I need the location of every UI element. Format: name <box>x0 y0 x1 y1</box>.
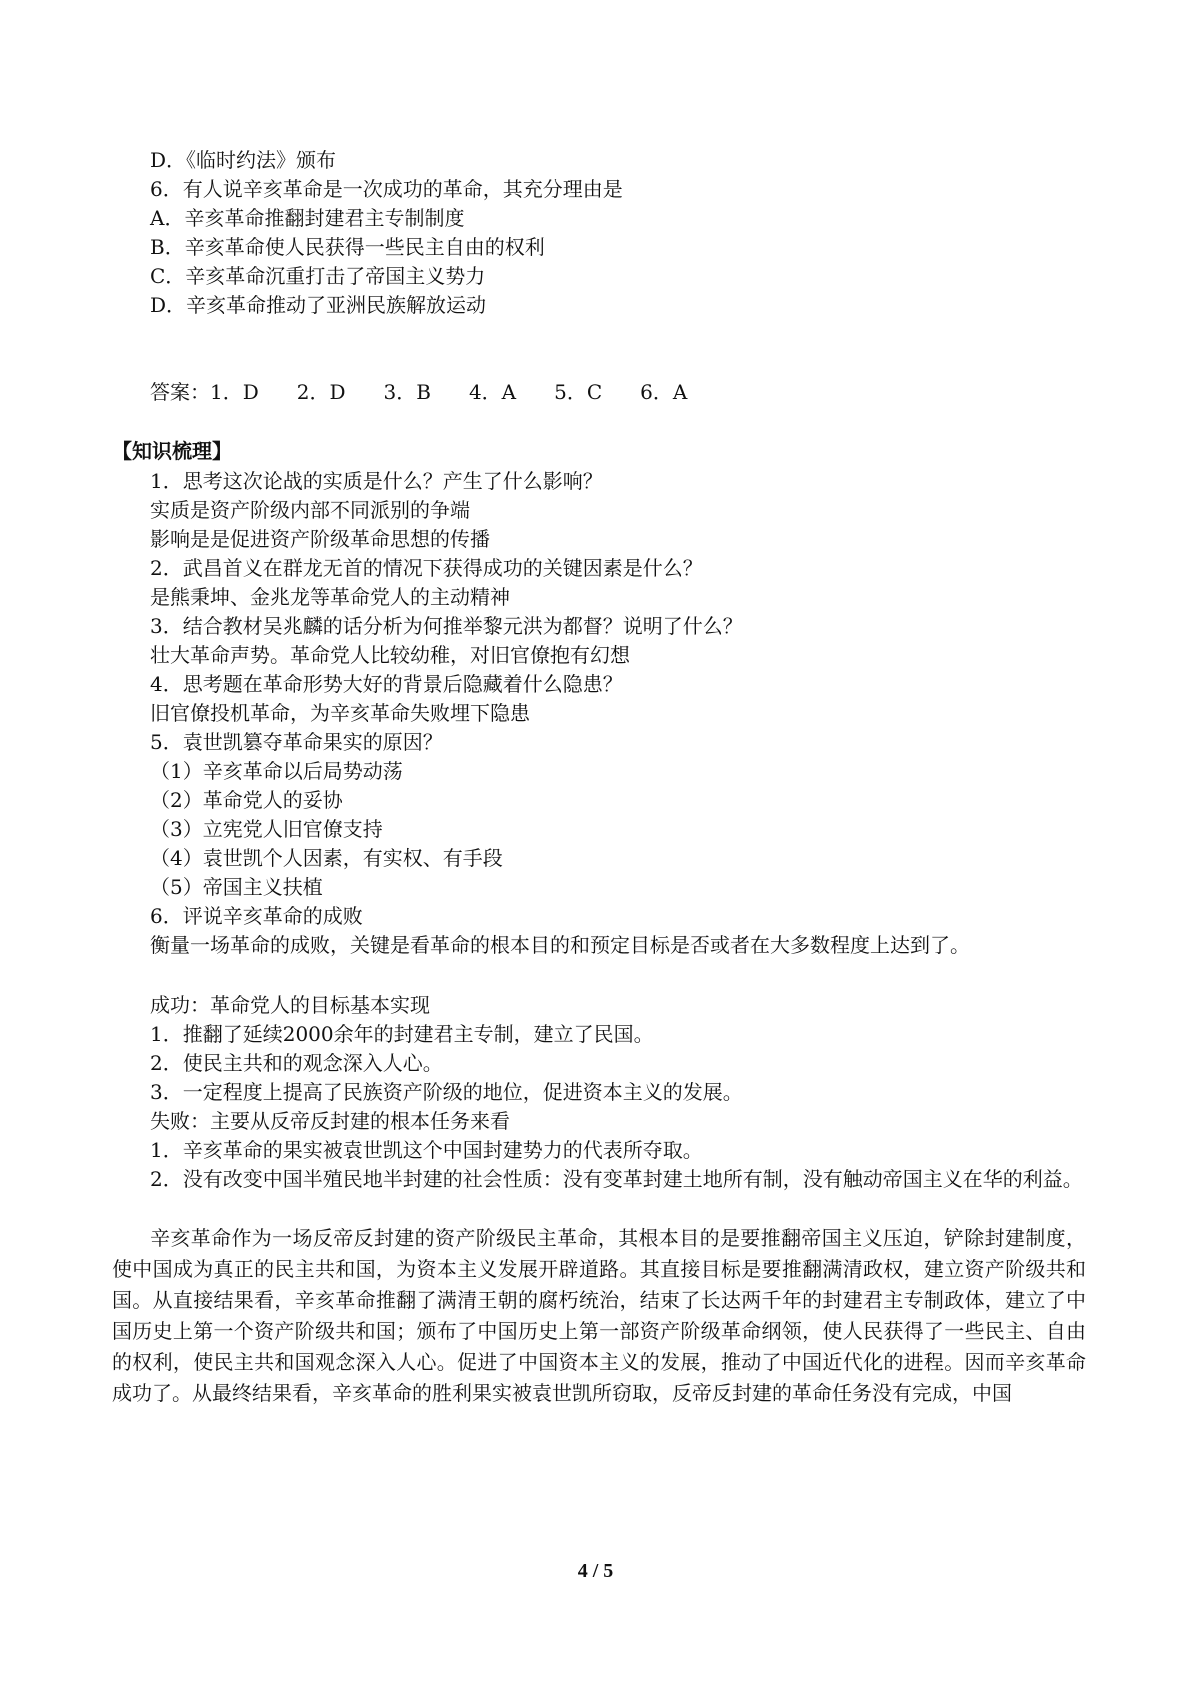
answer-4: 旧官僚投机革命，为辛亥革命失败埋下隐患 <box>150 701 530 725</box>
question-6: 6．评说辛亥革命的成败 <box>150 904 363 928</box>
question-5: 5．袁世凯篡夺革命果实的原因？ <box>150 730 443 754</box>
page-number: 4 / 5 <box>577 1560 614 1582</box>
success-point-1: 1．推翻了延续2000余年的封建君主专制，建立了民国。 <box>150 1022 654 1046</box>
answer-item: 2．D <box>296 380 346 404</box>
q6-option-c: C．辛亥革命沉重打击了帝国主义势力 <box>150 264 486 288</box>
answer-3: 壮大革命声势。革命党人比较幼稚，对旧官僚抱有幻想 <box>150 643 630 667</box>
success-title: 成功：革命党人的目标基本实现 <box>150 993 430 1017</box>
q6-option-d: D．辛亥革命推动了亚洲民族解放运动 <box>150 293 487 317</box>
q6-option-b: B．辛亥革命使人民获得一些民主自由的权利 <box>150 235 545 259</box>
answer-item: 3．B <box>383 380 431 404</box>
question-4: 4．思考题在革命形势大好的背景后隐藏着什么隐患？ <box>150 672 623 696</box>
answer-2: 是熊秉坤、金兆龙等革命党人的主动精神 <box>150 585 510 609</box>
reason-item: （4）袁世凯个人因素，有实权、有手段 <box>150 846 503 870</box>
question-3: 3．结合教材吴兆麟的话分析为何推举黎元洪为都督？说明了什么？ <box>150 614 743 638</box>
q6-stem: 6．有人说辛亥革命是一次成功的革命，其充分理由是 <box>150 177 623 201</box>
fail-title: 失败：主要从反帝反封建的根本任务来看 <box>150 1109 510 1133</box>
reason-item: （1）辛亥革命以后局势动荡 <box>150 759 403 783</box>
section-title: 【知识梳理】 <box>112 439 232 463</box>
reason-item: （2）革命党人的妥协 <box>150 788 343 812</box>
answer-key <box>150 377 725 407</box>
paragraph-measure: 衡量一场革命的成败，关键是看革命的根本目的和预定目标是否或者在大多数程度上达到了。 <box>150 933 970 957</box>
reason-item: （5）帝国主义扶植 <box>150 875 323 899</box>
paragraph-final: 辛亥革命作为一场反帝反封建的资产阶级民主革命，其根本目的是要推翻帝国主义压迫，铲除封建制度，使中国成为真正的民主共和国，为资本主义发展开辟道路。其直接目标是要推翻满清政权，建立资产阶级共和国。从直接结果看，辛亥革命推翻了满清王朝的腐朽统治，结束了长达两千年的封建君主专制政体，建立了中国历史上第一个资产阶级共和国；颁布了中国历史上第一部资产阶级革命纲领，使人民获得了一些民主、自由的权利，使民主共和国观念深入人心。促进了中国资本主义的发展，推动了中国近代化的进程。因而辛亥革命成功了。从最终结果看，辛亥革命的胜利果实被袁世凯所窃取，反帝反封建的革命任务没有完成，中国 <box>112 1226 1086 1405</box>
answer-item: 4．A <box>468 380 517 404</box>
answer-item: 1．D <box>210 380 259 404</box>
q5-option-d: D．《临时约法》颁布 <box>150 148 337 172</box>
reason-item: （3）立宪党人旧官僚支持 <box>150 817 383 841</box>
fail-point-1: 1．辛亥革命的果实被袁世凯这个中国封建势力的代表所夺取。 <box>150 1138 703 1162</box>
answer-1a: 实质是资产阶级内部不同派别的争端 <box>150 498 470 522</box>
fail-point-2: 2．没有改变中国半殖民地半封建的社会性质：没有变革封建土地所有制，没有触动帝国主义在华的利益。 <box>150 1167 1083 1191</box>
question-2: 2．武昌首义在群龙无首的情况下获得成功的关键因素是什么？ <box>150 556 703 580</box>
success-point-3: 3．一定程度上提高了民族资产阶级的地位，促进资本主义的发展。 <box>150 1080 743 1104</box>
q6-option-a: A．辛亥革命推翻封建君主专制制度 <box>150 206 465 230</box>
answer-1b: 影响是是促进资产阶级革命思想的传播 <box>150 527 490 551</box>
answer-item: 6．A <box>640 380 688 404</box>
success-point-2: 2．使民主共和的观念深入人心。 <box>150 1051 443 1075</box>
question-1: 1．思考这次论战的实质是什么？产生了什么影响？ <box>150 469 603 493</box>
answer-item: 5．C <box>554 380 603 404</box>
answer-label: 答案： <box>150 380 210 404</box>
